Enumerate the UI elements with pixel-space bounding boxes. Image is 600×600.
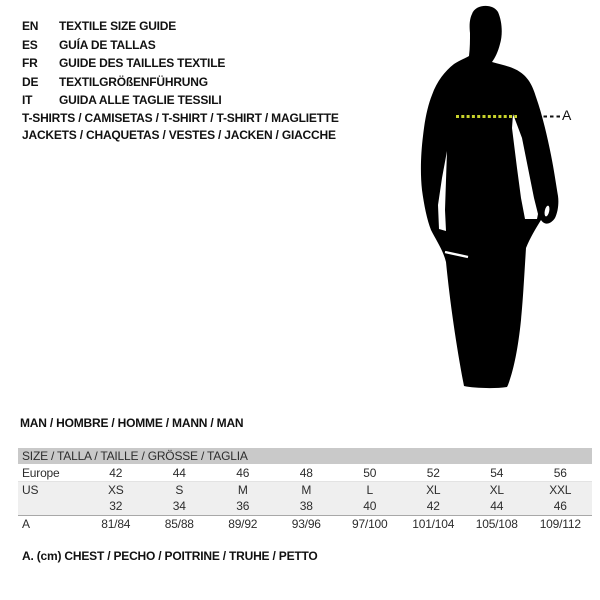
table-cell: 46 <box>553 499 567 513</box>
table-cell: 40 <box>363 499 377 513</box>
section-title-man: MAN / HOMBRE / HOMME / MANN / MAN <box>20 416 244 430</box>
table-cell: 44 <box>490 499 504 513</box>
language-title-list <box>22 17 225 110</box>
silhouette-svg <box>400 0 600 400</box>
table-cell: 89/92 <box>228 516 258 531</box>
table-cell: 38 <box>299 499 313 513</box>
table-cell: XL <box>426 482 441 497</box>
table-cell: XXL <box>549 482 572 497</box>
table-cell: 46 <box>236 466 250 480</box>
man-silhouette-figure <box>400 0 600 400</box>
language-code: IT <box>22 93 33 107</box>
measure-label-a: A <box>562 107 572 123</box>
table-cell: 101/104 <box>412 516 455 531</box>
table-row-us <box>18 482 592 499</box>
language-code: ES <box>22 37 38 52</box>
garment-categories <box>22 110 339 144</box>
table-cell: 44 <box>172 466 186 480</box>
table-cell: 42 <box>426 499 440 513</box>
table-cell: 34 <box>172 499 186 513</box>
table-cell: 32 <box>109 499 123 513</box>
table-cell: 50 <box>363 466 377 480</box>
table-cell: L <box>366 482 373 497</box>
table-row-numeric <box>18 498 592 515</box>
table-cell: 52 <box>426 466 440 480</box>
language-title: GUIDE DES TAILLES TEXTILE <box>59 56 226 70</box>
row-label <box>18 498 84 515</box>
list-item <box>22 17 225 36</box>
row-label: A <box>22 516 30 531</box>
table-cell: 48 <box>299 466 313 480</box>
language-title: TEXTILE SIZE GUIDE <box>59 19 177 33</box>
table-cell: 97/100 <box>351 516 388 531</box>
table-cell: 81/84 <box>101 516 131 531</box>
table-cell: 93/96 <box>291 516 321 531</box>
list-item <box>22 54 225 73</box>
table-row-europe <box>18 465 592 482</box>
language-code: EN <box>22 19 39 33</box>
list-item <box>22 91 225 110</box>
language-title: GUIDA ALLE TAGLIE TESSILI <box>59 93 222 107</box>
table-cell: M <box>237 482 248 497</box>
size-table-header: SIZE / TALLA / TAILLE / GRÖSSE / TAGLIA <box>18 448 592 464</box>
row-label: Europe <box>22 466 60 480</box>
size-table <box>18 448 592 531</box>
table-cell: S <box>175 482 184 497</box>
category-tshirts: T-SHIRTS / CAMISETAS / T-SHIRT / T-SHIRT / MAGLIETTE <box>22 111 339 125</box>
table-row-chest-a <box>18 515 592 532</box>
language-code: FR <box>22 56 38 70</box>
row-label: US <box>22 482 39 497</box>
language-title: TEXTILGRÖßENFÜHRUNG <box>59 74 208 89</box>
measurement-footnote: A. (cm) CHEST / PECHO / POITRINE / TRUHE / PETTO <box>22 549 318 563</box>
language-title: GUÍA DE TALLAS <box>59 37 156 52</box>
table-cell: 85/88 <box>164 516 194 531</box>
table-cell: 109/112 <box>539 516 581 531</box>
list-item <box>22 36 225 55</box>
table-cell: M <box>301 482 312 497</box>
table-cell: XL <box>489 482 504 497</box>
table-cell: XS <box>107 482 124 497</box>
list-item <box>22 73 225 92</box>
table-cell: 54 <box>490 466 504 480</box>
table-cell: 56 <box>553 466 567 480</box>
language-code: DE <box>22 74 39 89</box>
table-cell: 36 <box>236 499 250 513</box>
table-cell: 105/108 <box>475 516 518 531</box>
table-cell: 42 <box>109 466 123 480</box>
category-jackets: JACKETS / CHAQUETAS / VESTES / JACKEN / GIACCHE <box>22 128 336 143</box>
